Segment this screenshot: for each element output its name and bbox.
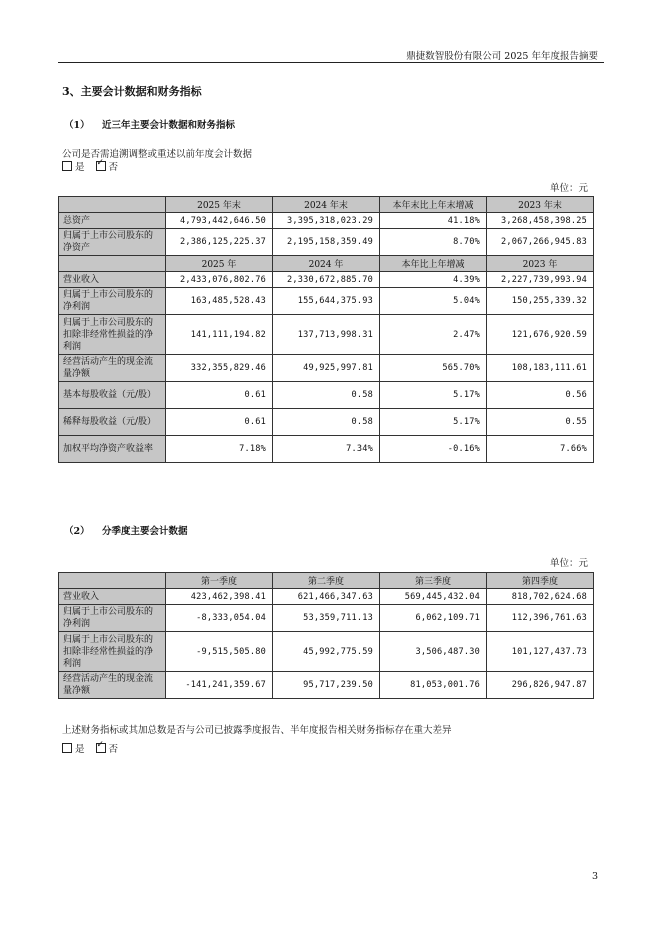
table-cell: 3,268,458,398.25 — [487, 213, 594, 229]
quarterly-financial-table — [58, 572, 594, 699]
section-title: 3、主要会计数据和财务指标 — [62, 85, 202, 98]
subsection-1-text: 近三年主要会计数据和财务指标 — [102, 120, 236, 131]
column-header: 2023 年末 — [487, 197, 594, 213]
table-header-row — [59, 256, 594, 272]
table-row — [59, 315, 594, 355]
column-header — [59, 256, 166, 272]
table-cell: 112,396,761.63 — [487, 605, 594, 632]
table-cell: 101,127,437.73 — [487, 632, 594, 672]
table-cell: 0.55 — [487, 409, 594, 436]
quarterly-difference-note: 上述财务指标或其加总数是否与公司已披露季度报告、半年度报告相关财务指标存在重大差异 — [62, 725, 452, 736]
table-cell: 2,195,158,359.49 — [273, 229, 380, 256]
table-cell: 141,111,194.82 — [166, 315, 273, 355]
table-row — [59, 213, 594, 229]
row-label: 归属于上市公司股东的净利润 — [59, 288, 166, 315]
table-header-row — [59, 573, 594, 589]
difference-options — [62, 741, 118, 755]
table-cell: 7.66% — [487, 436, 594, 463]
table-cell: 621,466,347.63 — [273, 589, 380, 605]
table-cell: 2,227,739,993.94 — [487, 272, 594, 288]
table-row — [59, 288, 594, 315]
report-header: 鼎捷数智股份有限公司 2025 年年度报告摘要 — [406, 51, 598, 62]
table-cell: 332,355,829.46 — [166, 355, 273, 382]
table-cell: 81,053,001.76 — [380, 672, 487, 699]
table-cell: 4,793,442,646.50 — [166, 213, 273, 229]
table-row — [59, 229, 594, 256]
table-cell: 565.70% — [380, 355, 487, 382]
table-cell: 53,359,711.13 — [273, 605, 380, 632]
table-cell: 155,644,375.93 — [273, 288, 380, 315]
row-label: 稀释每股收益（元/股） — [59, 409, 166, 436]
table-cell: 3,506,487.30 — [380, 632, 487, 672]
table-cell: 296,826,947.87 — [487, 672, 594, 699]
table-cell: 0.56 — [487, 382, 594, 409]
column-header: 本年比上年增减 — [380, 256, 487, 272]
column-header: 2023 年 — [487, 256, 594, 272]
table-cell: 5.17% — [380, 382, 487, 409]
subsection-2-number: （2） — [64, 526, 90, 537]
table-cell: 0.61 — [166, 409, 273, 436]
table-cell: 4.39% — [380, 272, 487, 288]
column-header: 本年末比上年末增减 — [380, 197, 487, 213]
table-cell: 41.18% — [380, 213, 487, 229]
column-header: 2024 年末 — [273, 197, 380, 213]
row-label: 基本每股收益（元/股） — [59, 382, 166, 409]
column-header — [59, 197, 166, 213]
table-cell: 5.17% — [380, 409, 487, 436]
table-cell: -141,241,359.67 — [166, 672, 273, 699]
table-cell: 569,445,432.04 — [380, 589, 487, 605]
row-label: 经营活动产生的现金流量净额 — [59, 355, 166, 382]
table-cell: 2,433,076,802.76 — [166, 272, 273, 288]
table-cell: 3,395,318,023.29 — [273, 213, 380, 229]
row-label: 总资产 — [59, 213, 166, 229]
table-cell: 137,713,998.31 — [273, 315, 380, 355]
subsection-2-title — [64, 523, 188, 537]
table-header-row — [59, 197, 594, 213]
yes-checkbox[interactable] — [62, 161, 72, 171]
header-divider — [58, 62, 604, 63]
restatement-options — [62, 159, 118, 173]
table-row — [59, 632, 594, 672]
table-cell: 6,062,109.71 — [380, 605, 487, 632]
row-label: 营业收入 — [59, 272, 166, 288]
yes-checkbox-2[interactable] — [62, 743, 72, 753]
no-label-2: 否 — [108, 744, 119, 755]
table-cell: 49,925,997.81 — [273, 355, 380, 382]
table-cell: 2,067,266,945.83 — [487, 229, 594, 256]
column-header: 第三季度 — [380, 573, 487, 589]
restatement-question: 公司是否需追溯调整或重述以前年度会计数据 — [62, 149, 253, 160]
table-cell: 2,330,672,885.70 — [273, 272, 380, 288]
column-header — [59, 573, 166, 589]
table-cell: 7.34% — [273, 436, 380, 463]
table-cell: 5.04% — [380, 288, 487, 315]
table-cell: 150,255,339.32 — [487, 288, 594, 315]
row-label: 营业收入 — [59, 589, 166, 605]
table-row — [59, 272, 594, 288]
table-row — [59, 672, 594, 699]
table-cell: 95,717,239.50 — [273, 672, 380, 699]
table-cell: 8.70% — [380, 229, 487, 256]
page-number: 3 — [591, 871, 598, 882]
table-cell: 121,676,920.59 — [487, 315, 594, 355]
yes-label-2: 是 — [75, 744, 85, 755]
no-checkbox[interactable] — [96, 161, 106, 171]
table-row — [59, 355, 594, 382]
row-label: 归属于上市公司股东的扣除非经常性损益的净利润 — [59, 315, 166, 355]
row-label: 归属于上市公司股东的净资产 — [59, 229, 166, 256]
no-label: 否 — [108, 162, 119, 173]
table-cell: 818,702,624.68 — [487, 589, 594, 605]
unit-label-1: 单位：元 — [549, 183, 588, 194]
table-cell: -8,333,054.04 — [166, 605, 273, 632]
column-header: 第一季度 — [166, 573, 273, 589]
column-header: 2024 年 — [273, 256, 380, 272]
table-cell: 2.47% — [380, 315, 487, 355]
table-row — [59, 589, 594, 605]
table-row — [59, 382, 594, 409]
table-cell: 423,462,398.41 — [166, 589, 273, 605]
no-checkbox-2[interactable] — [96, 743, 106, 753]
row-label: 归属于上市公司股东的扣除非经常性损益的净利润 — [59, 632, 166, 672]
row-label: 归属于上市公司股东的净利润 — [59, 605, 166, 632]
table-cell: -0.16% — [380, 436, 487, 463]
column-header: 2025 年 — [166, 256, 273, 272]
table-row — [59, 409, 594, 436]
table-cell: 0.58 — [273, 382, 380, 409]
yes-label: 是 — [75, 162, 85, 173]
subsection-1-number: （1） — [64, 120, 90, 131]
row-label: 加权平均净资产收益率 — [59, 436, 166, 463]
table-cell: 45,992,775.59 — [273, 632, 380, 672]
row-label: 经营活动产生的现金流量净额 — [59, 672, 166, 699]
unit-label-2: 单位：元 — [549, 558, 588, 569]
column-header: 第四季度 — [487, 573, 594, 589]
column-header: 2025 年末 — [166, 197, 273, 213]
annual-financial-table — [58, 196, 594, 463]
table-cell: 108,183,111.61 — [487, 355, 594, 382]
table-row — [59, 605, 594, 632]
table-cell: 163,485,528.43 — [166, 288, 273, 315]
table-cell: 0.61 — [166, 382, 273, 409]
table-cell: 2,386,125,225.37 — [166, 229, 273, 256]
table-row — [59, 436, 594, 463]
column-header: 第二季度 — [273, 573, 380, 589]
table-cell: 7.18% — [166, 436, 273, 463]
table-cell: 0.58 — [273, 409, 380, 436]
subsection-1-title — [64, 117, 235, 131]
table-cell: -9,515,505.80 — [166, 632, 273, 672]
subsection-2-text: 分季度主要会计数据 — [102, 526, 188, 537]
